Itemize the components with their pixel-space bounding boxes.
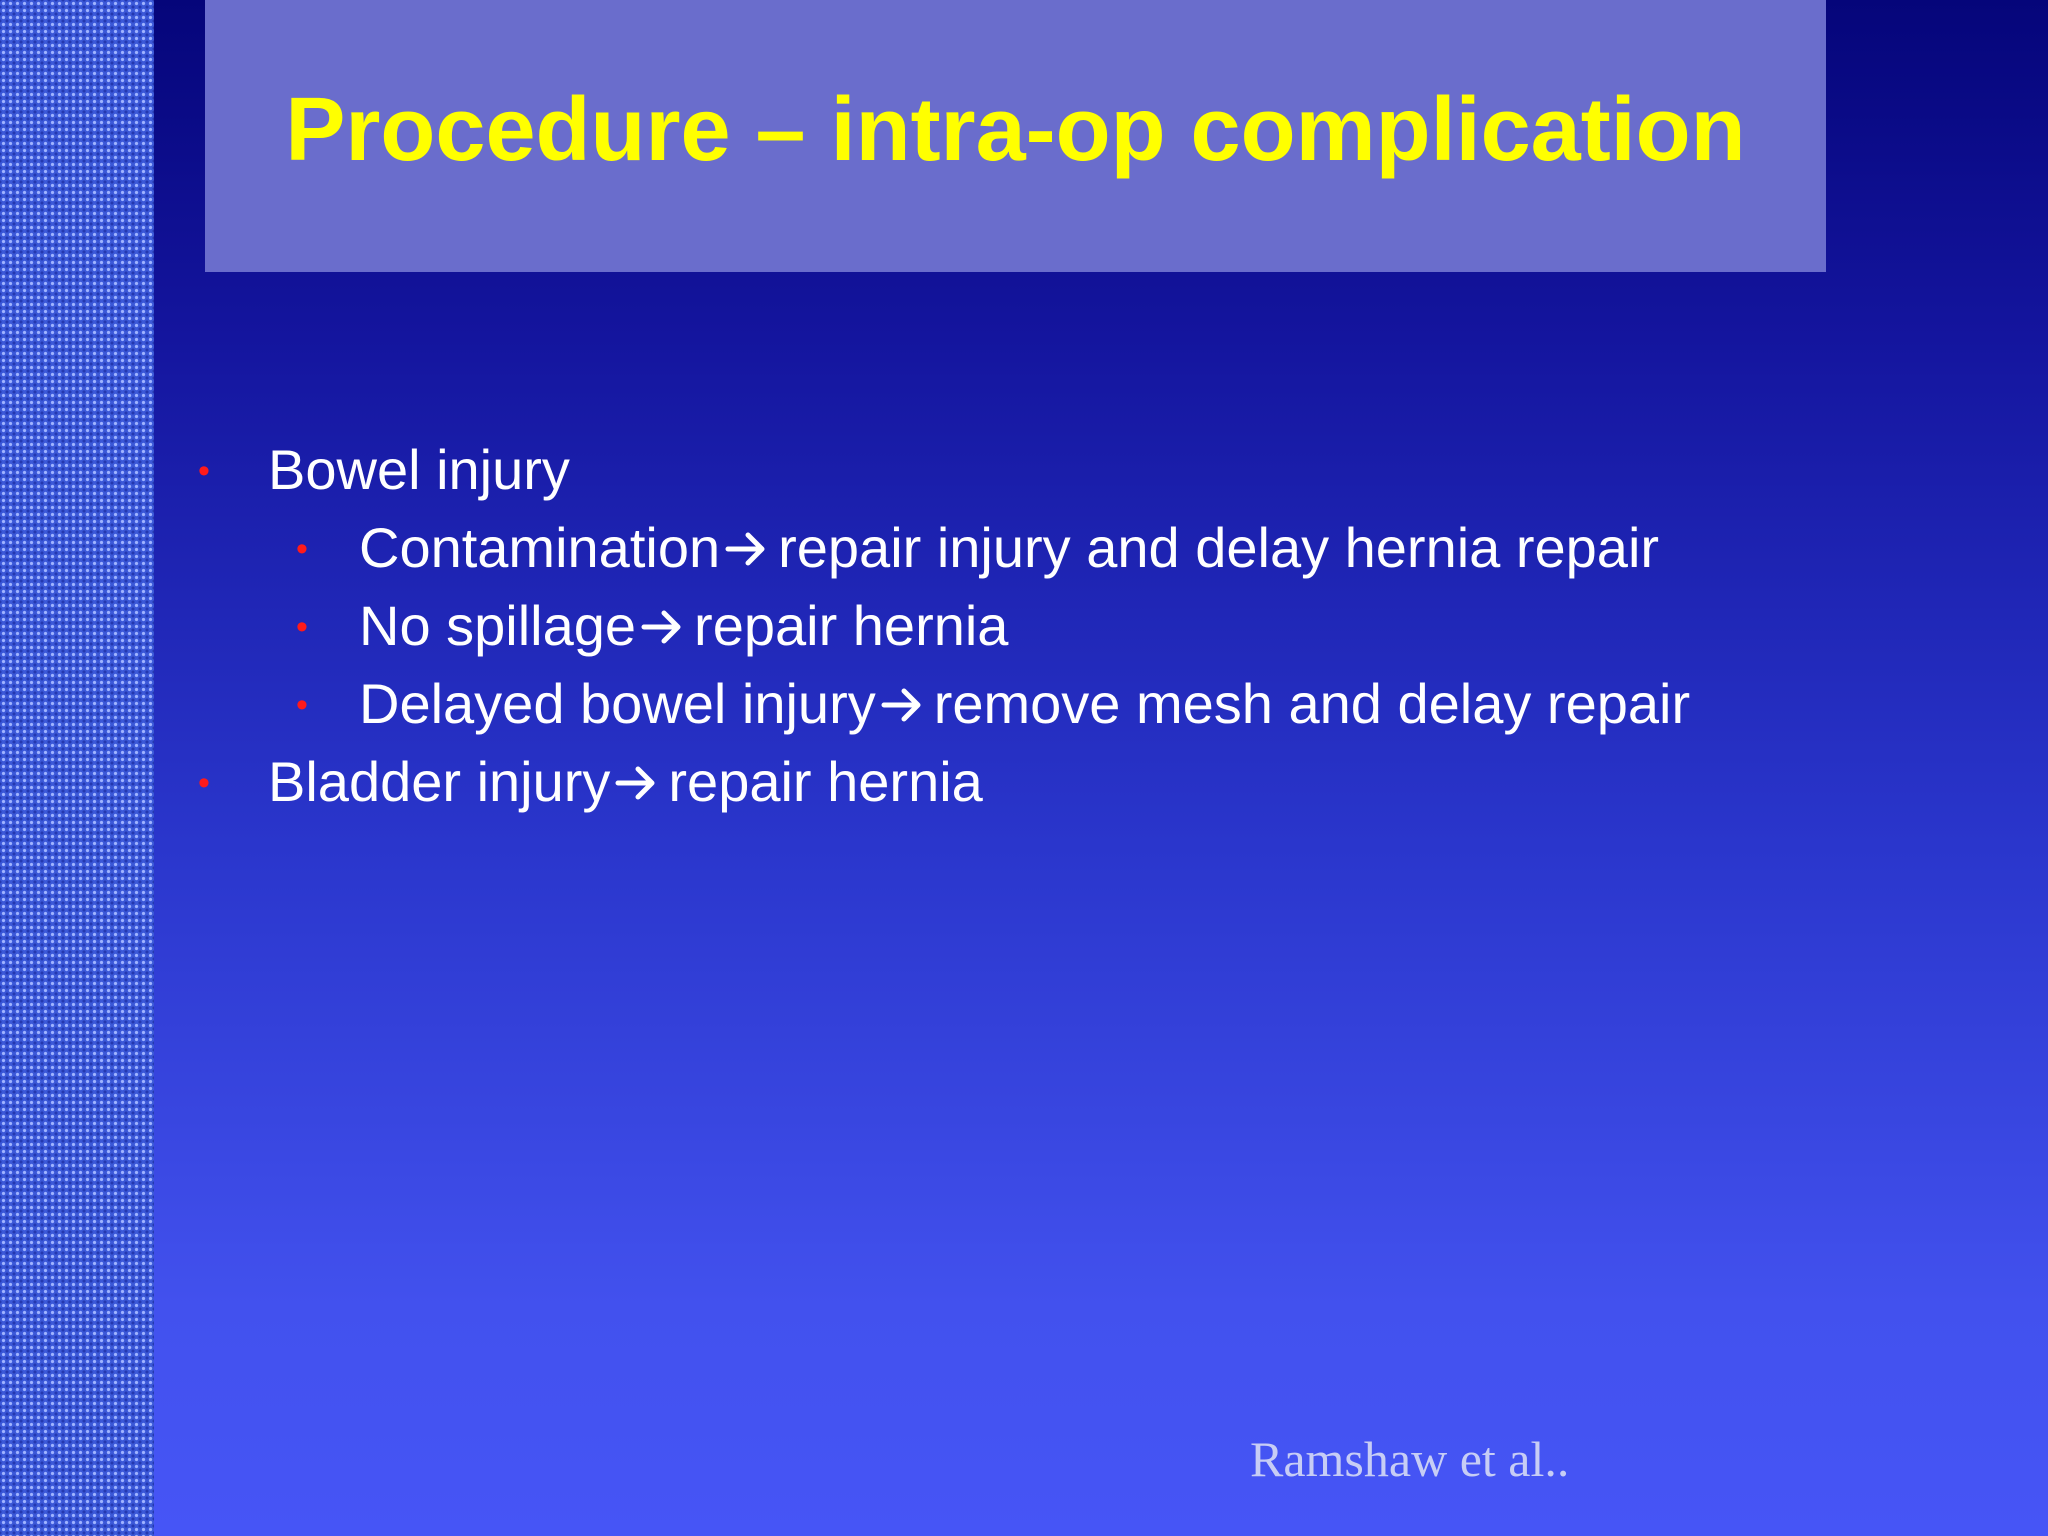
bullet-text-result: remove mesh and delay repair bbox=[933, 672, 1691, 735]
bullet-dot: • bbox=[198, 764, 210, 802]
bullet-dot: • bbox=[198, 452, 210, 490]
slide-title: Procedure – intra-op complication bbox=[285, 80, 1746, 180]
bullet-dot: • bbox=[296, 686, 308, 724]
bullet-dot: • bbox=[296, 530, 308, 568]
bullet-text: Contamination bbox=[359, 516, 721, 579]
bullet-text: Bladder injury bbox=[268, 750, 611, 813]
bullet-item-bladder-injury bbox=[198, 750, 983, 813]
bullet-text-result: repair injury and delay hernia repair bbox=[778, 516, 1660, 579]
title-banner bbox=[205, 0, 1826, 272]
bullet-item-bowel-injury bbox=[198, 438, 570, 501]
right-arrow-icon bbox=[614, 763, 660, 803]
bullet-item-contamination bbox=[296, 516, 1660, 579]
bullet-text: Bowel injury bbox=[268, 438, 570, 501]
bullet-text: No spillage bbox=[359, 594, 637, 657]
bullet-text-result: repair hernia bbox=[668, 750, 983, 813]
bullet-text: Delayed bowel injury bbox=[359, 672, 876, 735]
right-arrow-icon bbox=[724, 529, 770, 569]
bullet-item-no-spillage bbox=[296, 594, 1009, 657]
bullet-item-delayed-bowel-injury bbox=[296, 672, 1691, 735]
citation: Ramshaw et al.. bbox=[1250, 1431, 1570, 1487]
side-pattern-strip bbox=[0, 0, 154, 1536]
right-arrow-icon bbox=[640, 607, 686, 647]
right-arrow-icon bbox=[880, 685, 926, 725]
bullet-dot: • bbox=[296, 608, 308, 646]
bullet-text-result: repair hernia bbox=[694, 594, 1009, 657]
